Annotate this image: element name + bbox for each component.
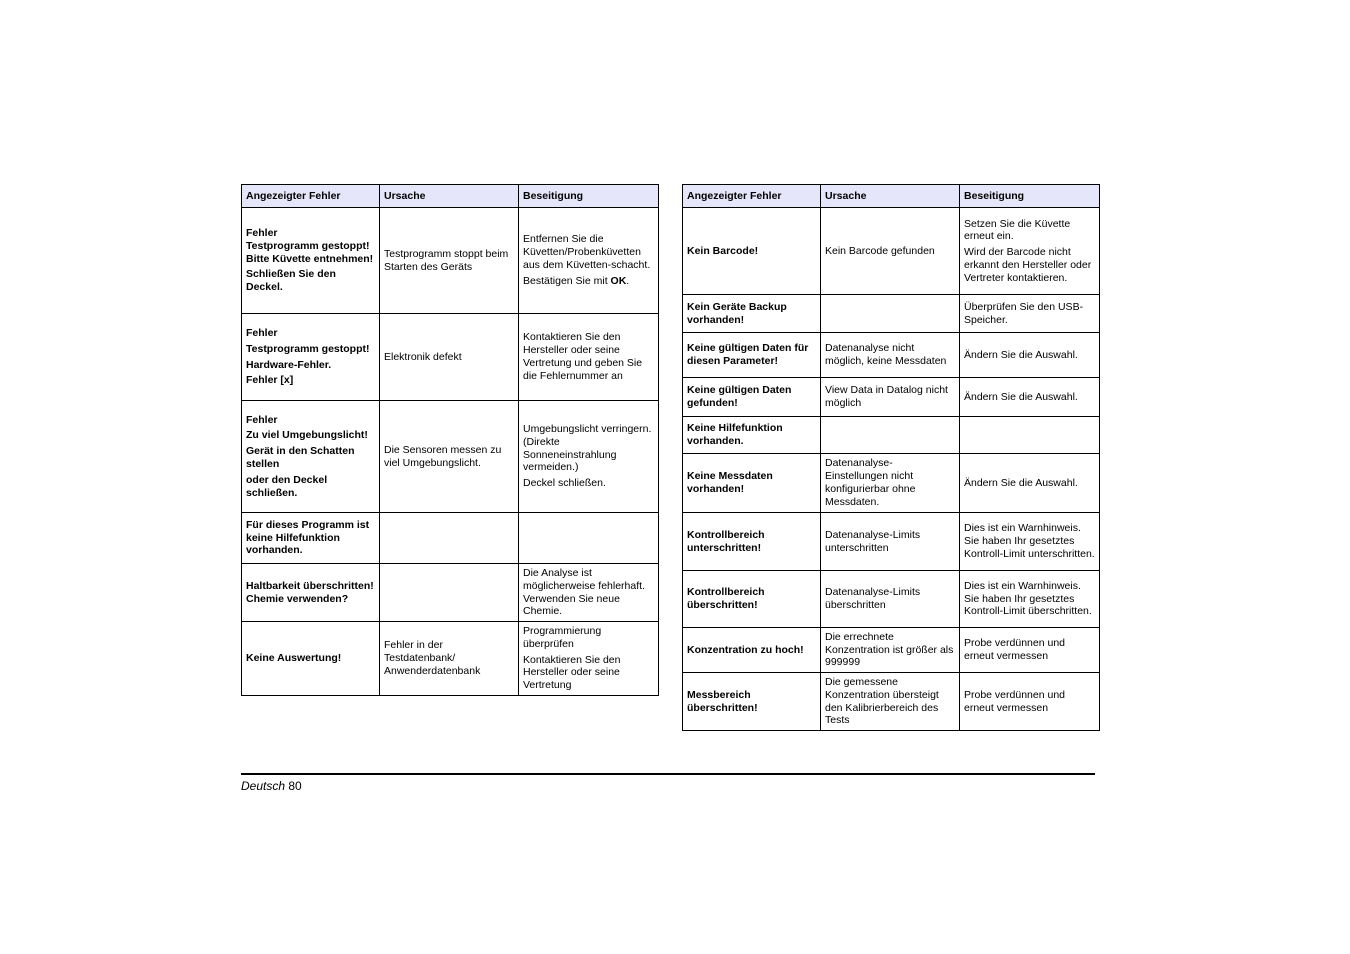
- header-remedy: Beseitigung: [519, 185, 659, 208]
- cell-text: Messbereich überschritten!: [687, 688, 758, 714]
- table-row: [683, 208, 1100, 295]
- cell-text: Bestätigen Sie mit: [523, 274, 611, 287]
- cell-text: Datenanalyse-Einstellungen nicht konfigurierbar ohne Messdaten.: [825, 457, 916, 508]
- remedy-cell: [960, 571, 1100, 628]
- cell-text: Bitte Küvette entnehmen!: [246, 252, 374, 265]
- cell-text: Testprogramm gestoppt!: [246, 239, 370, 252]
- cause-cell: [821, 378, 960, 417]
- cell-paragraph: [246, 227, 375, 265]
- cell-text: Keine Hilfefunktion vorhanden.: [687, 422, 783, 447]
- table-row: [683, 295, 1100, 333]
- error-cell: [683, 513, 821, 571]
- cell-paragraph: [825, 586, 955, 612]
- cell-text: Schließen Sie den Deckel.: [246, 268, 336, 294]
- cell-paragraph: [523, 567, 654, 618]
- cell-paragraph: [523, 477, 654, 490]
- table-row: [242, 401, 659, 513]
- cell-paragraph: [687, 529, 816, 555]
- cause-cell: [821, 295, 960, 333]
- remedy-cell: [519, 564, 659, 622]
- cell-text: Testprogramm stoppt beim Starten des Geräts: [384, 247, 509, 273]
- error-cell: [683, 208, 821, 295]
- cell-text: Keine Messdaten vorhanden!: [687, 470, 773, 495]
- footer-divider: [241, 773, 1095, 775]
- cell-paragraph: [964, 349, 1095, 362]
- header-remedy: Beseitigung: [960, 185, 1100, 208]
- cell-paragraph: [687, 586, 816, 612]
- cell-paragraph: [246, 474, 375, 500]
- cause-cell: [380, 622, 519, 696]
- cell-text: Kein Barcode gefunden: [825, 244, 935, 257]
- cell-text: Hardware-Fehler.: [246, 358, 332, 371]
- cell-paragraph: [246, 519, 375, 557]
- error-table-right: [682, 184, 1100, 731]
- error-cell: [242, 564, 380, 622]
- cell-text: Keine Auswertung!: [246, 652, 342, 665]
- remedy-cell: [960, 513, 1100, 571]
- cell-text: Kontaktieren Sie den Hersteller oder seine Vertretung und geben Sie die Fehlernummer an: [523, 331, 643, 382]
- cell-paragraph: [687, 422, 816, 448]
- cell-text: Fehler [x]: [246, 374, 294, 387]
- cell-text: Kontrollbereich überschritten!: [687, 586, 765, 611]
- cell-text: Kein Geräte Backup vorhanden!: [687, 300, 787, 326]
- cell-paragraph: [246, 429, 375, 442]
- cell-text: Die Analyse ist möglicherweise fehlerhaft. Verwenden Sie neue Chemie.: [523, 566, 645, 618]
- cell-text: Datenanalyse-Limits überschritten: [825, 586, 921, 611]
- cell-paragraph: [384, 639, 514, 677]
- cell-paragraph: [523, 625, 654, 651]
- cell-text: Die Sensoren messen zu viel Umgebungslicht.: [384, 443, 502, 469]
- cause-cell: [380, 564, 519, 622]
- error-table-left: [241, 184, 659, 696]
- cell-paragraph: [687, 301, 816, 327]
- cell-paragraph: [523, 275, 654, 288]
- cell-paragraph: [825, 631, 955, 669]
- cause-cell: [821, 513, 960, 571]
- cell-text: Gerät in den Schatten stellen: [246, 445, 355, 470]
- remedy-cell: [519, 208, 659, 314]
- cell-text: Zu viel Umgebungslicht!: [246, 429, 368, 442]
- table-row: [683, 673, 1100, 731]
- cell-text: Keine gültigen Daten gefunden!: [687, 384, 792, 409]
- remedy-cell: [960, 417, 1100, 454]
- table-row: [683, 628, 1100, 673]
- cell-paragraph: [825, 676, 955, 727]
- remedy-cell: [960, 333, 1100, 378]
- table-row: [683, 513, 1100, 571]
- cell-paragraph: [964, 522, 1095, 560]
- cell-text: Keine gültigen Daten für diesen Parameter!: [687, 342, 809, 367]
- cell-text: Fehler: [246, 326, 278, 339]
- cell-text: Ändern Sie die Auswahl.: [964, 476, 1078, 489]
- remedy-cell: [960, 208, 1100, 295]
- cell-text: Datenanalyse-Limits unterschritten: [825, 528, 921, 554]
- cause-cell: [821, 628, 960, 673]
- error-cell: [683, 295, 821, 333]
- table-row: [242, 208, 659, 314]
- table-row: [683, 454, 1100, 513]
- cell-text: Datenanalyse nicht möglich, keine Messdaten: [825, 342, 947, 367]
- error-cell: [242, 622, 380, 696]
- cell-text: OK: [610, 274, 627, 287]
- cell-paragraph: [825, 342, 955, 368]
- remedy-cell: [519, 513, 659, 564]
- remedy-cell: [960, 673, 1100, 731]
- cause-cell: [821, 673, 960, 731]
- cell-paragraph: [687, 644, 816, 657]
- cell-paragraph: [964, 218, 1095, 244]
- cell-paragraph: [246, 374, 375, 387]
- cause-cell: [821, 454, 960, 513]
- table-row: [242, 622, 659, 696]
- cell-paragraph: [246, 652, 375, 665]
- cause-cell: [380, 314, 519, 401]
- cell-text: Konzentration zu hoch!: [687, 643, 804, 656]
- cell-text: Dies ist ein Warnhinweis. Sie haben Ihr gesetztes Kontroll-Limit unterschritten.: [964, 522, 1095, 560]
- cell-text: Wird der Barcode nicht erkannt den Hersteller oder Vertreter kontaktieren.: [964, 246, 1092, 284]
- header-displayed-error: Angezeigter Fehler: [683, 185, 821, 208]
- cell-paragraph: [246, 414, 375, 427]
- header-cause: Ursache: [380, 185, 519, 208]
- error-cell: [683, 333, 821, 378]
- page-footer: [241, 779, 302, 793]
- error-cell: [683, 571, 821, 628]
- cell-paragraph: [964, 301, 1095, 327]
- cell-paragraph: [687, 689, 816, 715]
- cell-paragraph: [523, 233, 654, 271]
- cell-text: Fehler: [246, 227, 278, 239]
- remedy-cell: [960, 454, 1100, 513]
- cell-paragraph: [825, 529, 955, 555]
- remedy-cell: [960, 295, 1100, 333]
- cell-text: Kein Barcode!: [687, 244, 759, 257]
- cell-paragraph: [825, 457, 955, 508]
- cell-paragraph: [687, 342, 816, 368]
- cell-text: Deckel schließen.: [523, 477, 606, 490]
- cause-cell: [380, 513, 519, 564]
- remedy-cell: [960, 628, 1100, 673]
- error-cell: [242, 314, 380, 401]
- cell-text: Fehler in der Testdatenbank/ Anwenderdatenbank: [384, 639, 481, 677]
- cell-paragraph: [384, 351, 514, 364]
- cell-text: Entfernen Sie die Küvetten/Probenküvetten aus dem Küvetten-schacht.: [523, 233, 651, 271]
- cell-text: Ändern Sie die Auswahl.: [964, 348, 1078, 361]
- cell-text: Kontaktieren Sie den Hersteller oder seine Vertretung: [523, 653, 621, 692]
- cell-text: Fehler: [246, 413, 278, 426]
- footer-page-number: 80: [288, 779, 302, 793]
- cell-paragraph: [246, 359, 375, 372]
- table-row: [683, 417, 1100, 454]
- header-cause: Ursache: [821, 185, 960, 208]
- cell-text: oder den Deckel schließen.: [246, 473, 328, 499]
- cell-text: Die gemessene Konzentration übersteigt den Kalibrierbereich des Tests: [825, 675, 939, 727]
- error-cell: [683, 454, 821, 513]
- cell-paragraph: [687, 470, 816, 496]
- cell-paragraph: [246, 580, 375, 606]
- cell-text: Dies ist ein Warnhinweis. Sie haben Ihr gesetztes Kontroll-Limit überschritten.: [964, 579, 1092, 618]
- error-cell: [242, 513, 380, 564]
- cell-text: Probe verdünnen und erneut vermessen: [964, 688, 1065, 714]
- cell-paragraph: [964, 637, 1095, 663]
- table-header-row: [242, 185, 659, 208]
- cell-paragraph: [964, 246, 1095, 284]
- cell-text: Für dieses Programm ist keine Hilfefunktion vorhanden.: [246, 518, 370, 557]
- remedy-cell: [519, 401, 659, 513]
- cell-text: Die errechnete Konzentration ist größer als 999999: [825, 630, 954, 669]
- cell-text: Überprüfen Sie den USB-Speicher.: [964, 300, 1084, 326]
- cell-paragraph: [246, 343, 375, 356]
- remedy-cell: [519, 622, 659, 696]
- cell-text: Ändern Sie die Auswahl.: [964, 390, 1078, 403]
- cause-cell: [380, 208, 519, 314]
- table-row: [242, 564, 659, 622]
- cell-paragraph: [687, 245, 816, 258]
- cell-text: .: [626, 274, 630, 287]
- error-cell: [242, 208, 380, 314]
- cell-paragraph: [384, 248, 514, 274]
- cell-paragraph: [964, 391, 1095, 404]
- cell-paragraph: [964, 689, 1095, 715]
- cell-paragraph: [964, 477, 1095, 490]
- cause-cell: [821, 208, 960, 295]
- cell-text: Testprogramm gestoppt!: [246, 342, 370, 355]
- cell-text: Kontrollbereich unterschritten!: [687, 528, 765, 554]
- cell-paragraph: [246, 268, 375, 294]
- table-header-row: [683, 185, 1100, 208]
- cell-text: Programmierung überprüfen: [523, 625, 602, 650]
- error-cell: [683, 378, 821, 417]
- cell-paragraph: [523, 331, 654, 382]
- table-body: [683, 208, 1100, 731]
- cell-paragraph: [523, 654, 654, 692]
- cell-paragraph: [825, 245, 955, 258]
- table-row: [683, 333, 1100, 378]
- table-row: [242, 314, 659, 401]
- cell-text: View Data in Datalog nicht möglich: [825, 384, 948, 409]
- cell-paragraph: [246, 327, 375, 340]
- remedy-cell: [960, 378, 1100, 417]
- error-cell: [683, 673, 821, 731]
- error-cell: [683, 628, 821, 673]
- cell-paragraph: [964, 580, 1095, 618]
- table-row: [683, 571, 1100, 628]
- cause-cell: [821, 417, 960, 454]
- cell-text: Elektronik defekt: [384, 350, 462, 363]
- table-row: [683, 378, 1100, 417]
- cause-cell: [821, 333, 960, 378]
- cell-text: Chemie verwenden?: [246, 592, 349, 605]
- cell-paragraph: [687, 384, 816, 410]
- table-row: [242, 513, 659, 564]
- cell-paragraph: [384, 444, 514, 470]
- cell-text: Haltbarkeit überschritten!: [246, 579, 374, 592]
- error-cell: [242, 401, 380, 513]
- cell-paragraph: [523, 423, 654, 474]
- cell-text: Umgebungslicht verringern. (Direkte Sonneneinstrahlung vermeiden.): [523, 423, 652, 474]
- header-displayed-error: Angezeigter Fehler: [242, 185, 380, 208]
- cell-paragraph: [246, 445, 375, 471]
- table-body: [242, 208, 659, 696]
- footer-language: Deutsch: [241, 779, 286, 793]
- cause-cell: [380, 401, 519, 513]
- error-cell: [683, 417, 821, 454]
- remedy-cell: [519, 314, 659, 401]
- cell-paragraph: [825, 384, 955, 410]
- cause-cell: [821, 571, 960, 628]
- cell-text: Probe verdünnen und erneut vermessen: [964, 637, 1065, 662]
- cell-text: Setzen Sie die Küvette erneut ein.: [964, 217, 1071, 243]
